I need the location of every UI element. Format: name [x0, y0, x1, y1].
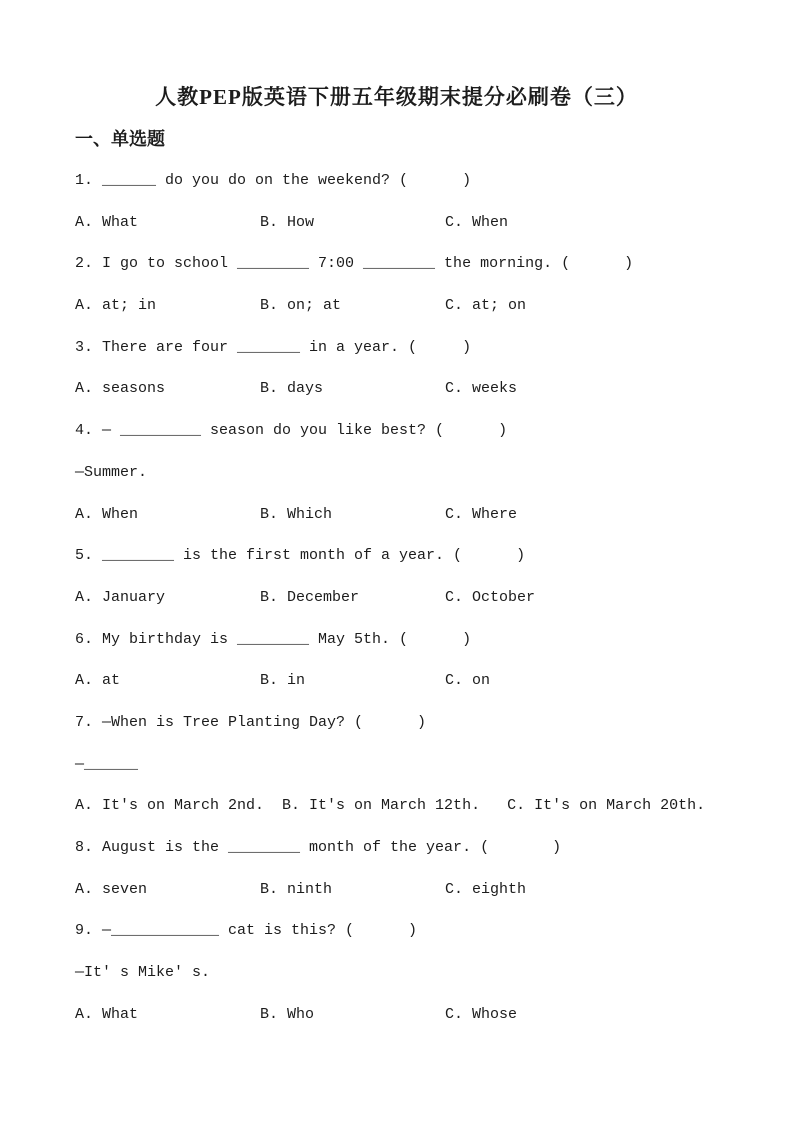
question-stem: 1. ______ do you do on the weekend? ( ) [75, 172, 472, 189]
options-row [75, 660, 763, 702]
option-b: B. Who [260, 1005, 315, 1023]
option-b: B. December [260, 588, 360, 606]
option-a: A. at; in [75, 297, 157, 315]
question-stem: 2. I go to school ________ 7:00 ________ the morning. ( ) [75, 255, 634, 273]
options-row [75, 285, 763, 327]
page-title: 人教PEP版英语下册五年级期末提分必刷卷（三） [155, 85, 638, 109]
options-line: A. It's on March 2nd. B. It's on March 12th. C. It's on March 20th. [75, 797, 706, 815]
question-list [75, 160, 763, 1035]
options-row [75, 494, 763, 536]
option-c: C. When [445, 213, 509, 231]
option-a: A. at [75, 672, 121, 690]
option-c: C. weeks [445, 380, 518, 398]
option-c: C. eighth [445, 880, 527, 898]
option-b: B. days [260, 380, 324, 398]
option-c: C. Where [445, 505, 518, 523]
option-b: B. How [260, 213, 315, 231]
option-c: C. October [445, 588, 536, 606]
options-row [75, 368, 763, 410]
option-c: C. at; on [445, 297, 527, 315]
option-c: C. Whose [445, 1005, 518, 1023]
question-answer-line: —______ [75, 755, 139, 773]
question-answer-line: —Summer. [75, 463, 148, 481]
option-b: B. on; at [260, 297, 342, 315]
option-b: B. Which [260, 505, 333, 523]
option-c: C. on [445, 672, 491, 690]
question-stem: 8. August is the ________ month of the year. ( ) [75, 839, 562, 856]
option-a: A. What [75, 213, 139, 231]
question-stem: 6. My birthday is ________ May 5th. ( ) [75, 630, 472, 648]
options-row [75, 994, 763, 1036]
question-stem: 4. — _________ season do you like best? ( ) [75, 422, 508, 440]
option-a: A. What [75, 1005, 139, 1023]
section-heading: 一、单选题 [75, 129, 165, 149]
option-a: A. seasons [75, 380, 166, 398]
options-row [75, 577, 763, 619]
option-a: A. January [75, 588, 166, 606]
question-stem: 5. ________ is the first month of a year. ( ) [75, 547, 526, 565]
question-stem: 9. —____________ cat is this? ( ) [75, 922, 418, 940]
option-a: A. When [75, 505, 139, 523]
question-stem: 7. —When is Tree Planting Day? ( ) [75, 713, 427, 731]
option-b: B. in [260, 672, 306, 690]
option-a: A. seven [75, 880, 148, 898]
option-b: B. ninth [260, 880, 333, 898]
options-row [75, 869, 763, 911]
question-answer-line: —It' s Mike' s. [75, 964, 211, 982]
options-row [75, 202, 763, 244]
question-stem: 3. There are four _______ in a year. ( ) [75, 338, 472, 356]
